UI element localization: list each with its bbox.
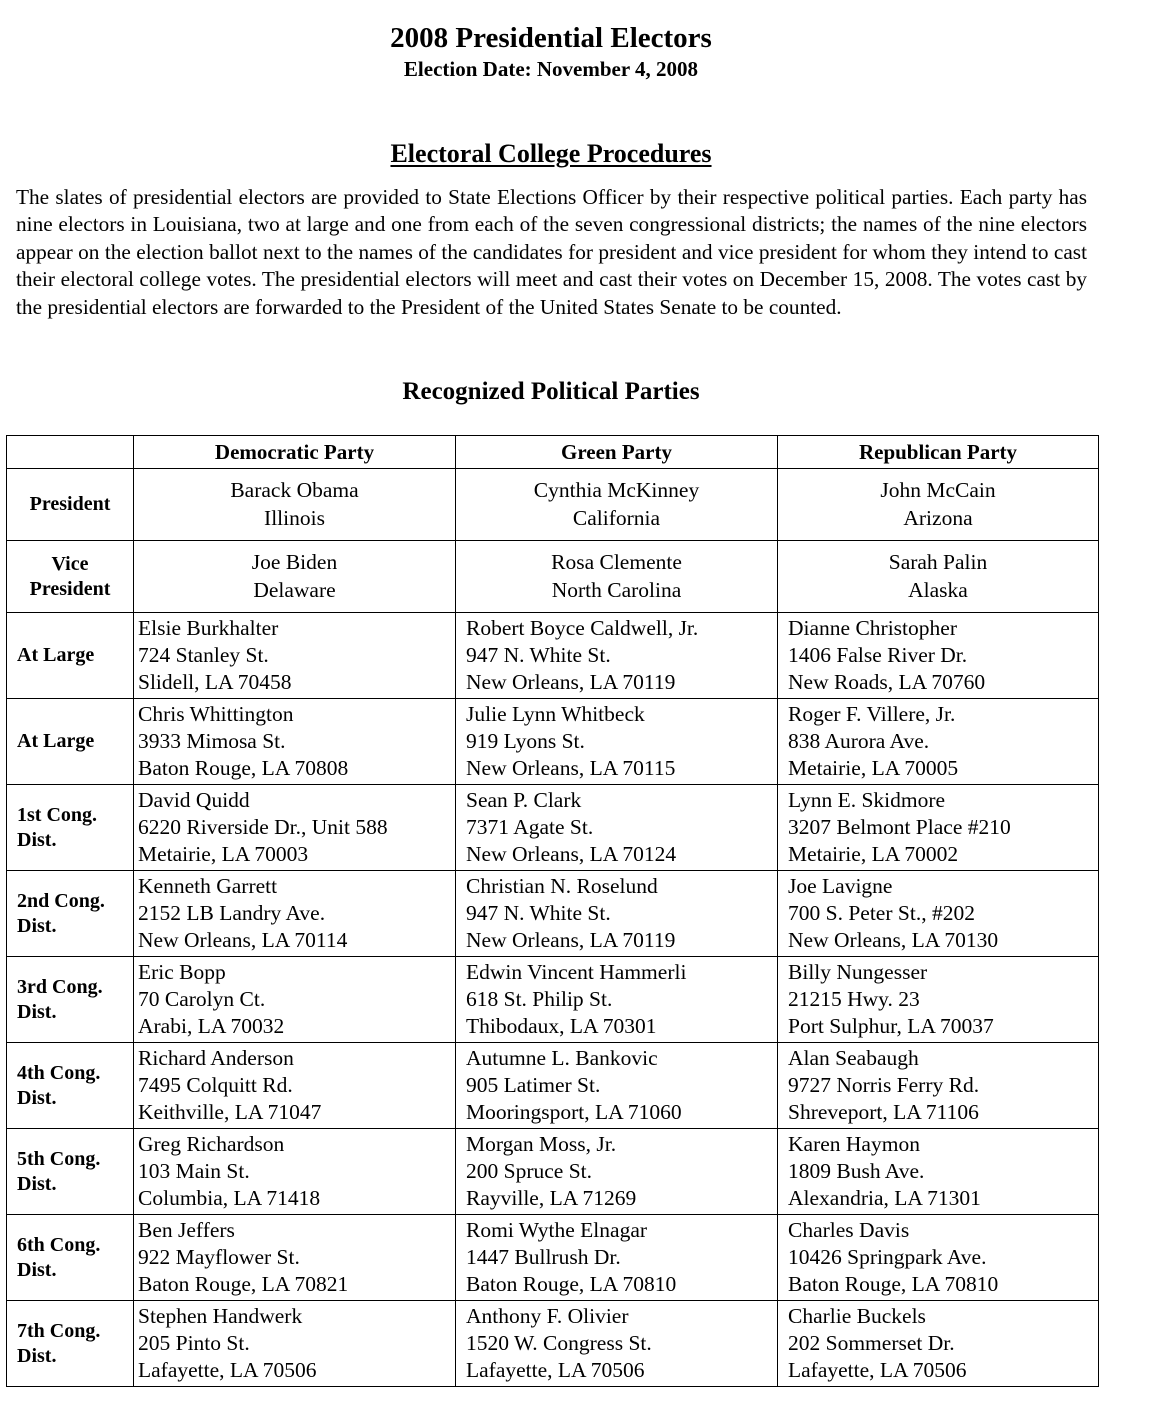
elector-cell-green [456, 1129, 778, 1215]
elector-line: New Roads, LA 70760 [788, 670, 986, 695]
elector-line: 3207 Belmont Place #210 [788, 814, 1011, 839]
elector-line: 70 Carolyn Ct. [138, 986, 266, 1011]
elector-line: Romi Wythe Elnagar [466, 1217, 648, 1242]
row-label [7, 1129, 134, 1215]
elector-cell-democratic [134, 699, 456, 785]
elector-line: Charlie Buckels [788, 1303, 926, 1328]
elector-line: Richard Anderson [138, 1045, 294, 1070]
row-label-line: 7th Cong. [17, 1319, 101, 1342]
candidate-line: Illinois [264, 505, 325, 530]
table-header-row [7, 436, 1099, 469]
elector-line: Baton Rouge, LA 70810 [466, 1272, 677, 1297]
elector-line: 905 Latimer St. [466, 1072, 601, 1097]
elector-cell-green [456, 1043, 778, 1129]
elector-line: 103 Main St. [138, 1158, 250, 1183]
row-label [7, 871, 134, 957]
elector-cell-democratic [134, 1129, 456, 1215]
elector-line: 1520 W. Congress St. [466, 1330, 652, 1355]
candidate-cell-republican [778, 541, 1099, 613]
elector-line: Baton Rouge, LA 70808 [138, 756, 349, 781]
candidate-line: Joe Biden [251, 550, 338, 574]
elector-line: Autumne L. Bankovic [466, 1045, 658, 1070]
candidate-cell-republican [778, 469, 1099, 541]
candidate-line: Cynthia McKinney [533, 478, 700, 502]
elector-line: Lafayette, LA 70506 [138, 1358, 317, 1383]
row-label-line: Dist. [17, 828, 57, 851]
elector-line: Dianne Christopher [788, 615, 957, 640]
elector-row [7, 613, 1099, 699]
elector-line: Eric Bopp [138, 959, 226, 984]
elector-line: Metairie, LA 70002 [788, 842, 959, 867]
elector-line: Shreveport, LA 71106 [788, 1100, 979, 1125]
elector-line: New Orleans, LA 70115 [466, 756, 676, 781]
row-label-line: Dist. [17, 1000, 57, 1023]
elector-line: Roger F. Villere, Jr. [788, 701, 956, 726]
procedures-heading [0, 138, 1102, 170]
elector-line: Billy Nungesser [788, 959, 928, 984]
row-label [7, 541, 134, 613]
elector-line: Alexandria, LA 71301 [788, 1186, 981, 1211]
elector-line: 838 Aurora Ave. [788, 728, 930, 753]
candidate-line: North Carolina [551, 577, 682, 602]
elector-line: 947 N. White St. [466, 900, 611, 925]
row-label-line: 2nd Cong. [17, 889, 105, 912]
elector-cell-republican [778, 1215, 1099, 1301]
candidate-cell-democratic [134, 469, 456, 541]
candidate-line: Barack Obama [230, 478, 359, 502]
elector-line: Lynn E. Skidmore [788, 787, 946, 812]
row-label-line: Dist. [17, 1086, 57, 1109]
elector-line: Christian N. Roselund [466, 873, 658, 898]
elector-line: Slidell, LA 70458 [138, 670, 292, 695]
candidate-line: Rosa Clemente [551, 550, 682, 574]
elector-cell-green [456, 1301, 778, 1387]
candidate-cell-green [456, 541, 778, 613]
row-label-line: Vice [51, 552, 89, 575]
elector-cell-democratic [134, 785, 456, 871]
elector-line: Karen Haymon [788, 1131, 920, 1156]
elector-cell-green [456, 871, 778, 957]
elector-line: 2152 LB Landry Ave. [138, 900, 326, 925]
elector-line: 205 Pinto St. [138, 1330, 250, 1355]
elector-line: 3933 Mimosa St. [138, 728, 286, 753]
elector-line: 202 Sommerset Dr. [788, 1330, 955, 1355]
elector-line: Baton Rouge, LA 70821 [138, 1272, 349, 1297]
row-label-line: At Large [17, 730, 95, 752]
elector-row [7, 1215, 1099, 1301]
elector-cell-republican [778, 1301, 1099, 1387]
row-label-line: Dist. [17, 1344, 57, 1367]
elector-line: 919 Lyons St. [466, 728, 585, 753]
column-header-green: Green Party [456, 436, 778, 469]
row-label-line: 4th Cong. [17, 1061, 101, 1084]
row-label-line: 3rd Cong. [17, 975, 103, 998]
document-title: 2008 Presidential Electors [390, 22, 712, 54]
elector-line: Rayville, LA 71269 [466, 1186, 637, 1211]
column-header-republican: Republican Party [778, 436, 1099, 469]
row-label-line: 5th Cong. [17, 1147, 101, 1170]
elector-line: 1406 False River Dr. [788, 642, 968, 667]
procedures-paragraph: The slates of presidential electors are provided to State Elections Officer by their respective political parties. Each party has nine electors in Louisiana, two at large and one from each of the seven congressional districts; the names of the nine electors appear on the election ballot next to the names of the candidates for president and vice president for whom they intend to cast their electoral college votes. The presidential electors will meet and cast their votes on December 15, 2008. The votes cast by the presidential electors are forwarded to the President of the United States Senate to be counted. [16, 185, 1087, 319]
elector-line: Elsie Burkhalter [138, 615, 279, 640]
procedures-heading-text: Electoral College Procedures [390, 139, 712, 168]
row-label [7, 699, 134, 785]
elector-line: Keithville, LA 71047 [138, 1100, 322, 1125]
elector-line: Anthony F. Olivier [466, 1303, 629, 1328]
elector-line: 922 Mayflower St. [138, 1244, 300, 1269]
elector-line: Joe Lavigne [788, 873, 893, 898]
elector-line: New Orleans, LA 70114 [138, 928, 348, 953]
candidate-cell-democratic [134, 541, 456, 613]
elector-line: Lafayette, LA 70506 [466, 1358, 645, 1383]
row-label [7, 1043, 134, 1129]
elector-row [7, 785, 1099, 871]
elector-cell-republican [778, 699, 1099, 785]
elector-cell-republican [778, 957, 1099, 1043]
elector-line: Greg Richardson [138, 1131, 285, 1156]
candidate-cell-green [456, 469, 778, 541]
row-label [7, 613, 134, 699]
elector-line: 200 Spruce St. [466, 1158, 593, 1183]
elector-line: 6220 Riverside Dr., Unit 588 [138, 814, 388, 839]
row-label-line: Dist. [17, 1172, 57, 1195]
elector-line: Metairie, LA 70005 [788, 756, 959, 781]
elector-cell-republican [778, 1129, 1099, 1215]
row-label [7, 1215, 134, 1301]
elector-line: Edwin Vincent Hammerli [466, 959, 687, 984]
candidate-line: California [572, 505, 661, 530]
candidate-line: Sarah Palin [888, 550, 988, 574]
candidate-line: John McCain [880, 478, 996, 502]
elector-line: Metairie, LA 70003 [138, 842, 309, 867]
elector-cell-green [456, 785, 778, 871]
elector-line: Arabi, LA 70032 [138, 1014, 285, 1039]
elector-line: New Orleans, LA 70119 [466, 670, 676, 695]
elector-cell-republican [778, 871, 1099, 957]
elector-cell-democratic [134, 957, 456, 1043]
elector-line: 700 S. Peter St., #202 [788, 900, 975, 925]
elector-cell-green [456, 699, 778, 785]
elector-line: Ben Jeffers [138, 1217, 235, 1242]
elector-row [7, 1301, 1099, 1387]
column-header-democratic: Democratic Party [134, 436, 456, 469]
row-label-line: Dist. [17, 1258, 57, 1281]
row-label [7, 785, 134, 871]
row-label [7, 1301, 134, 1387]
elector-row [7, 699, 1099, 785]
elector-cell-green [456, 613, 778, 699]
elector-line: New Orleans, LA 70130 [788, 928, 999, 953]
elector-cell-republican [778, 785, 1099, 871]
elector-line: 724 Stanley St. [138, 642, 269, 667]
elector-cell-republican [778, 613, 1099, 699]
elector-line: 1809 Bush Ave. [788, 1158, 925, 1183]
elector-line: 947 N. White St. [466, 642, 611, 667]
elector-cell-green [456, 1215, 778, 1301]
electors-table [6, 435, 1099, 1387]
candidate-line: Delaware [253, 577, 336, 602]
row-label-line: 6th Cong. [17, 1233, 101, 1256]
elector-line: New Orleans, LA 70124 [466, 842, 677, 867]
elector-line: Kenneth Garrett [138, 873, 278, 898]
elector-line: Chris Whittington [138, 701, 294, 726]
row-label-line: At Large [17, 644, 95, 666]
elector-cell-republican [778, 1043, 1099, 1129]
elector-line: 7495 Colquitt Rd. [138, 1072, 293, 1097]
elector-cell-democratic [134, 1301, 456, 1387]
corner-cell [7, 436, 134, 469]
row-label-line: President [29, 577, 111, 600]
elector-cell-green [456, 957, 778, 1043]
elector-line: 9727 Norris Ferry Rd. [788, 1072, 980, 1097]
elector-line: Thibodaux, LA 70301 [466, 1014, 657, 1039]
elector-line: 21215 Hwy. 23 [788, 986, 920, 1011]
parties-heading: Recognized Political Parties [402, 378, 700, 405]
elector-line: Robert Boyce Caldwell, Jr. [466, 615, 699, 640]
elector-line: Mooringsport, LA 71060 [466, 1100, 682, 1125]
elector-cell-democratic [134, 1215, 456, 1301]
elector-cell-democratic [134, 1043, 456, 1129]
elector-line: Alan Seabaugh [788, 1045, 919, 1070]
elector-line: David Quidd [138, 787, 250, 812]
row-label-line: 1st Cong. [17, 803, 98, 826]
elector-line: 618 St. Philip St. [466, 986, 613, 1011]
row-label [7, 957, 134, 1043]
elector-line: Columbia, LA 71418 [138, 1186, 321, 1211]
elector-cell-democratic [134, 871, 456, 957]
row-label-line: President [29, 493, 111, 515]
electors-table-body [7, 436, 1099, 1387]
row-label-line: Dist. [17, 914, 57, 937]
elector-line: 1447 Bullrush Dr. [466, 1244, 621, 1269]
candidate-line: Alaska [908, 577, 968, 602]
elector-line: Sean P. Clark [466, 787, 582, 812]
elector-row [7, 1129, 1099, 1215]
elector-cell-democratic [134, 613, 456, 699]
elector-line: Baton Rouge, LA 70810 [788, 1272, 999, 1297]
elector-line: Morgan Moss, Jr. [466, 1131, 617, 1156]
elector-row [7, 871, 1099, 957]
candidate-line: Arizona [903, 505, 973, 530]
elector-line: Port Sulphur, LA 70037 [788, 1014, 994, 1039]
elector-row [7, 957, 1099, 1043]
candidate-row [7, 469, 1099, 541]
elector-line: 7371 Agate St. [466, 814, 594, 839]
elector-line: Lafayette, LA 70506 [788, 1358, 967, 1383]
elector-line: Stephen Handwerk [138, 1303, 303, 1328]
elector-line: 10426 Springpark Ave. [788, 1244, 987, 1269]
row-label [7, 469, 134, 541]
election-date: Election Date: November 4, 2008 [403, 57, 699, 81]
elector-line: Charles Davis [788, 1217, 910, 1242]
elector-line: Julie Lynn Whitbeck [466, 701, 645, 726]
elector-row [7, 1043, 1099, 1129]
elector-line: New Orleans, LA 70119 [466, 928, 676, 953]
candidate-row [7, 541, 1099, 613]
